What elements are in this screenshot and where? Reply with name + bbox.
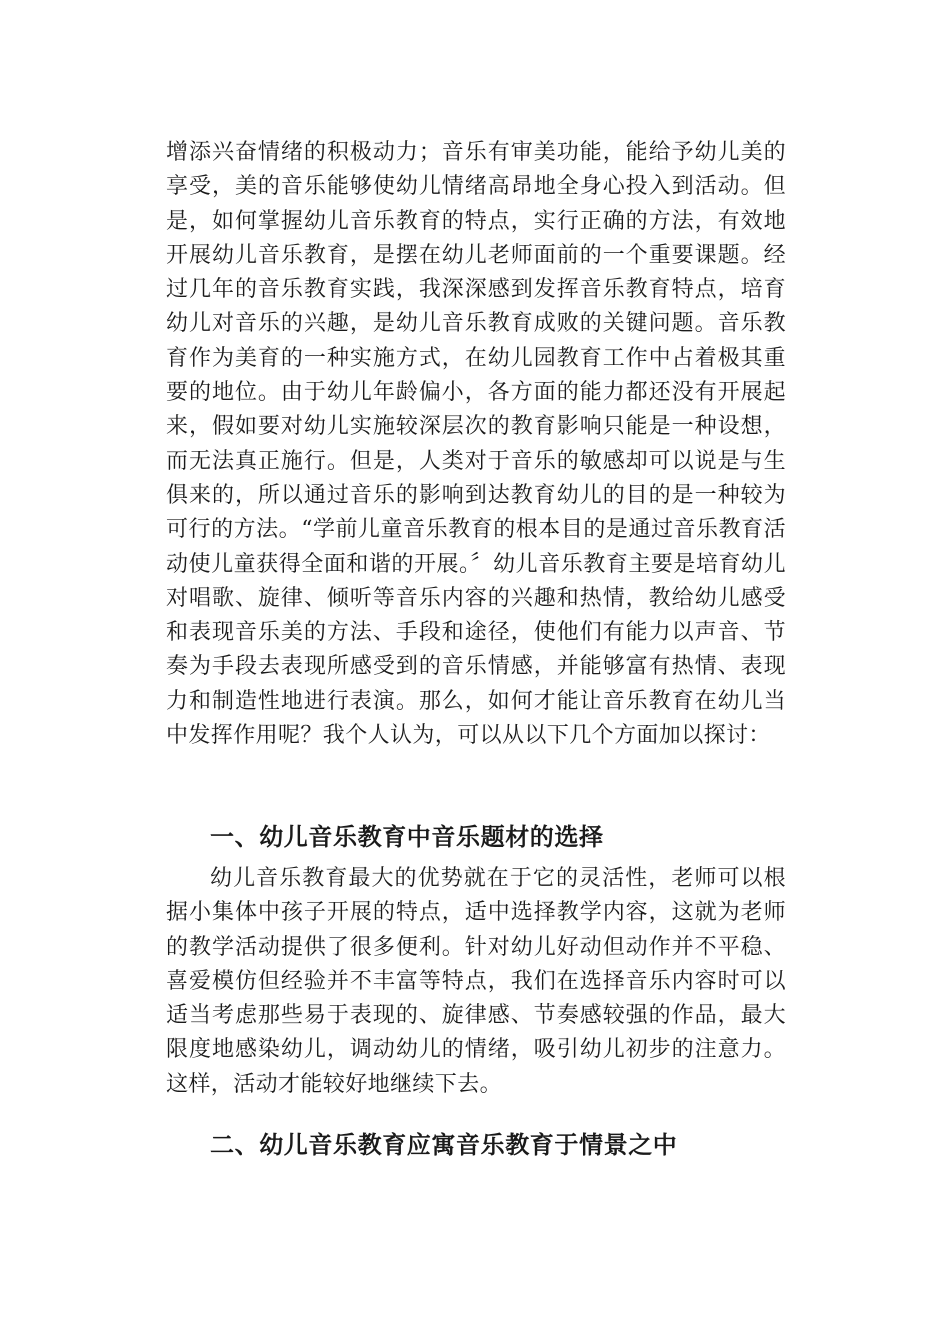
body-paragraph: 幼儿音乐教育最大的优势就在于它的灵活性，老师可以根据小集体中孩子开展的特点，适中选择教学内容，这就为老师的教学活动提供了很多便利。针对幼儿好动但动作并不平稳、喜爱模仿但经验并不丰富等特点，我们在选择音乐内容时可以适当考虑那些易于表现的、旋律感、节奏感较强的作品，最大限度地感染幼儿，调动幼儿的情绪，吸引幼儿初步的注意力。这样，活动才能较好地继续下去。 [166,866,786,1097]
section-heading: 一、幼儿音乐教育中音乐题材的选择 [210,823,604,851]
section-heading: 二、幼儿音乐教育应寓音乐教育于情景之中 [210,1131,678,1159]
body-paragraph: 增添兴奋情绪的积极动力；音乐有审美功能，能给予幼儿美的享受，美的音乐能够使幼儿情绪高昂地全身心投入到活动。但是，如何掌握幼儿音乐教育的特点，实行正确的方法，有效地开展幼儿音乐教育，是摆在幼儿老师面前的一个重要课题。经过几年的音乐教育实践，我深深感到发挥音乐教育特点，培育幼儿对音乐的兴趣，是幼儿音乐教育成败的关键问题。音乐教育作为美育的一种实施方式，在幼儿园教育工作中占着极其重要的地位。由于幼儿年龄偏小，各方面的能力都还没有开展起来，假如要对幼儿实施较深层次的教育影响只能是一种设想，而无法真正施行。但是，人类对于音乐的敏感却可以说是与生俱来的，所以通过音乐的影响到达教育幼儿的目的是一种较为可行的方法。“学前儿童音乐教育的根本目的是通过音乐教育活动使儿童获得全面和谐的开展。〞幼儿音乐教育主要是培育幼儿对唱歌、旋律、倾听等音乐内容的兴趣和热情，教给幼儿感受和表现音乐美的方法、手段和途径，使他们有能力以声音、节奏为手段去表现所感受到的音乐情感，并能够富有热情、表现力和制造性地进行表演。那么，如何才能让音乐教育在幼儿当中发挥作用呢？我个人认为，可以从以下几个方面加以探讨： [166,140,786,749]
